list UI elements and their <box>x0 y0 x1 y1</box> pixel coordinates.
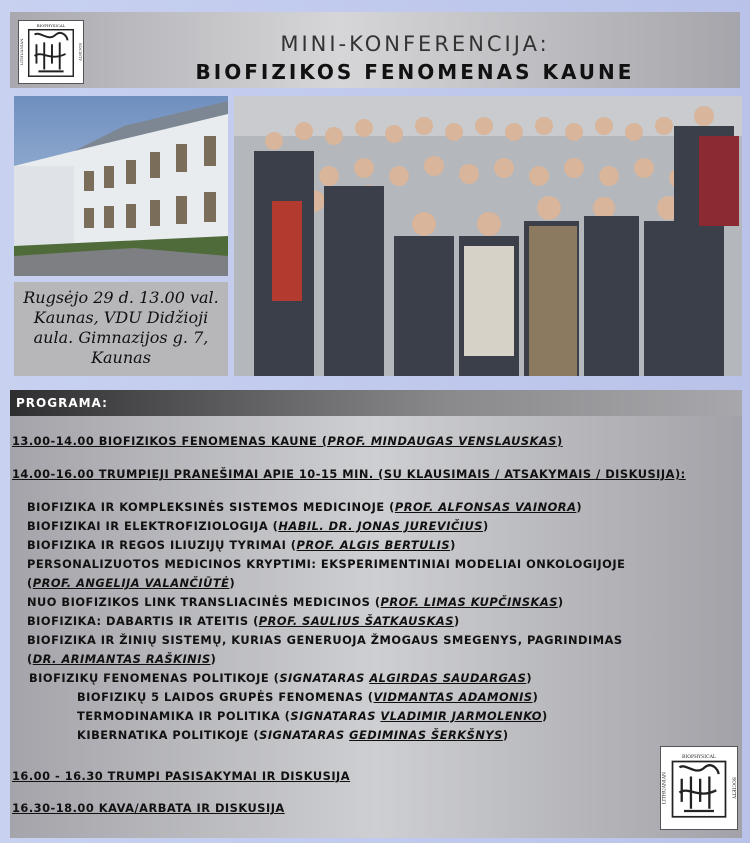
talk-3: BIOFIZIKA IR REGOS ILIUZIJŲ TYRIMAI (PROF. ALGIS BERTULIS) <box>27 538 456 552</box>
talk-7-speaker: (DR. ARIMANTAS RAŠKINIS) <box>27 652 217 666</box>
info-location-1: Kaunas, VDU Didžioji <box>33 308 209 327</box>
program-heading: PROGRAMA: <box>10 390 742 416</box>
group-photo <box>234 96 742 376</box>
talk-4: PERSONALIZUOTOS MEDICINOS KRYPTIMI: EKSPERIMENTINIAI MODELIAI ONKOLOGIJOJE <box>27 557 626 571</box>
event-info <box>14 282 228 376</box>
svg-text:BIOPHYSICAL: BIOPHYSICAL <box>682 755 716 761</box>
header-banner <box>10 12 740 88</box>
svg-text:LITHUANIAN: LITHUANIAN <box>662 771 668 805</box>
talk-1: BIOFIZIKA IR KOMPLEKSINĖS SISTEMOS MEDICINOJE (PROF. ALFONSAS VAINORA) <box>27 500 583 514</box>
svg-text:SOCIETY: SOCIETY <box>78 42 83 62</box>
sub-talk-2: TERMODINAMIKA IR POLITIKA (SIGNATARAS VLADIMIR JARMOLENKO) <box>77 709 548 723</box>
svg-text:LITHUANIAN: LITHUANIAN <box>19 38 24 66</box>
program-item-3: 16.00 - 16.30 TRUMPI PASISAKYMAI IR DISKUSIJA <box>12 769 351 783</box>
talk-7: BIOFIZIKA IR ŽINIŲ SISTEMŲ, KURIAS GENERUOJA ŽMOGAUS SMEGENYS, PAGRINDIMAS <box>27 633 623 647</box>
program-item-2: 14.00-16.00 TRUMPIEJI PRANEŠIMAI APIE 10-15 MIN. (SU KLAUSIMAIS / ATSAKYMAIS / DISKUSIJA): <box>12 467 686 481</box>
program-panel <box>10 390 742 838</box>
svg-text:SOCIETY: SOCIETY <box>730 777 736 799</box>
politics-talk: BIOFIZIKŲ FENOMENAS POLITIKOJE (SIGNATARAS ALGIRDAS SAUDARGAS) <box>29 671 533 685</box>
talk-4-speaker: (PROF. ANGELIJA VALANČIŪTĖ) <box>27 576 236 590</box>
info-date: Rugsėjo 29 d. 13.00 val. <box>23 288 219 307</box>
info-city: Kaunas <box>91 348 151 367</box>
svg-text:BIOPHYSICAL: BIOPHYSICAL <box>36 22 66 28</box>
info-location-2: aula. Gimnazijos g. 7, <box>33 328 209 347</box>
sub-talk-3: KIBERNATIKA POLITIKOJE (SIGNATARAS GEDIMINAS ŠERKŠNYS) <box>77 728 509 742</box>
sub-talk-1: BIOFIZIKŲ 5 LAIDOS GRUPĖS FENOMENAS (VIDMANTAS ADAMONIS) <box>77 690 539 704</box>
title-line-2: BIOFIZIKOS FENOMENAS KAUNE <box>195 60 635 84</box>
talk-2: BIOFIZIKAI IR ELEKTROFIZIOLOGIJA (HABIL. DR. JONAS JUREVIČIUS) <box>27 519 489 533</box>
society-logo-bottom <box>660 746 738 830</box>
title-line-1: MINI-KONFERENCIJA: <box>280 32 550 56</box>
talk-6: BIOFIZIKA: DABARTIS IR ATEITIS (PROF. SAULIUS ŠATKAUSKAS) <box>27 614 460 628</box>
building-photo <box>14 96 228 276</box>
talk-5: NUO BIOFIZIKOS LINK TRANSLIACINĖS MEDICINOS (PROF. LIMAS KUPČINSKAS) <box>27 595 564 609</box>
program-item-4: 16.30-18.00 KAVA/ARBATA IR DISKUSIJA <box>12 801 285 815</box>
program-item-1: 13.00-14.00 BIOFIZIKOS FENOMENAS KAUNE (PROF. MINDAUGAS VENSLAUSKAS) <box>12 434 563 448</box>
